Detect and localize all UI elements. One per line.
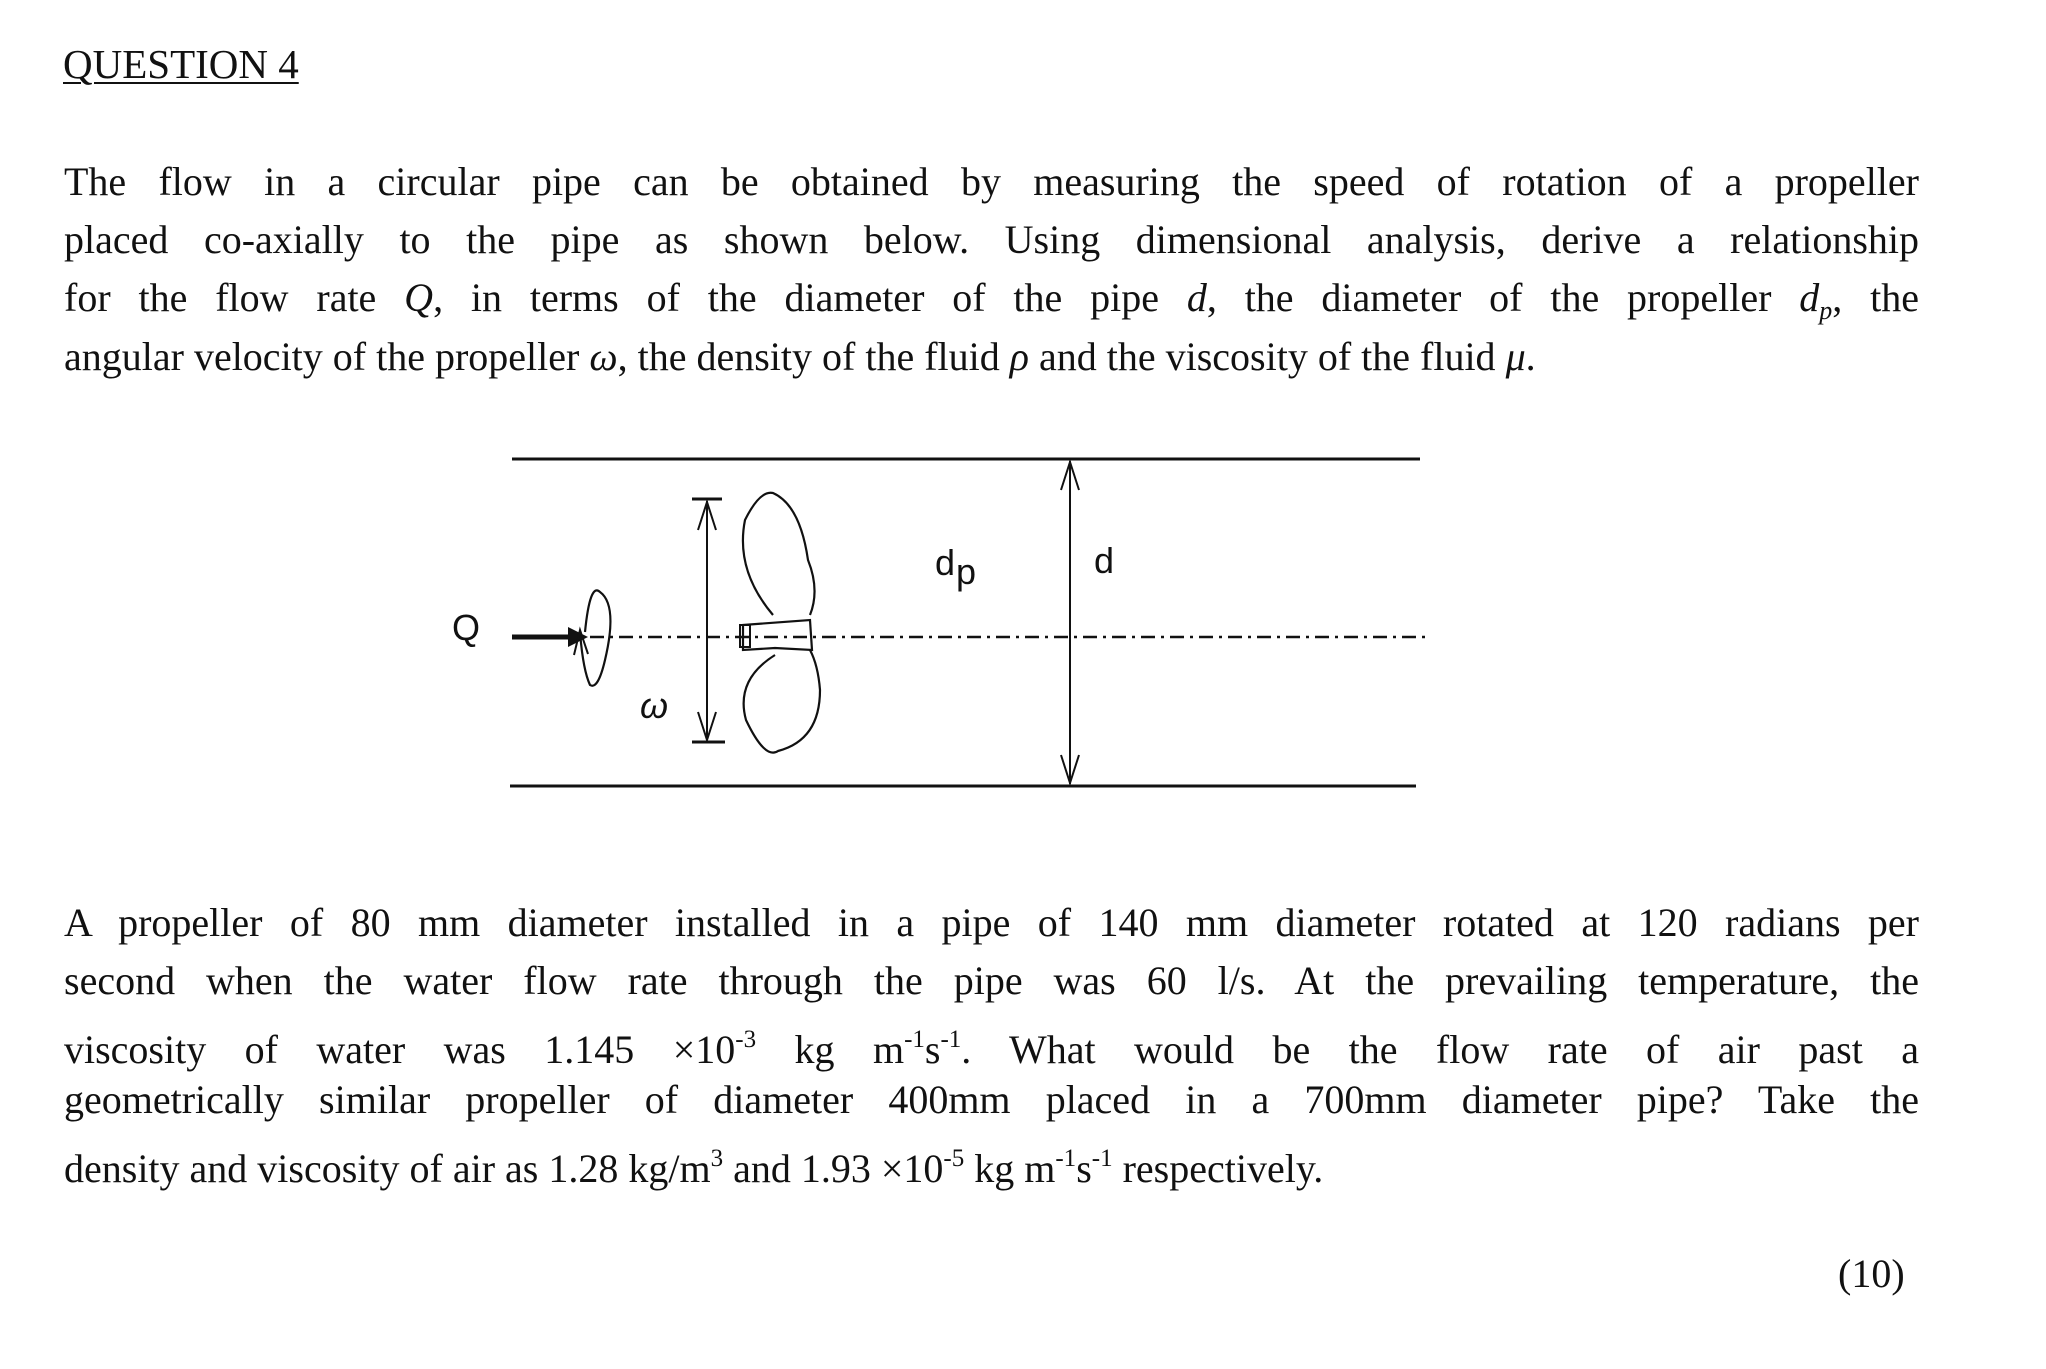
text-segment: density and viscosity of air as 1.28 kg/m	[64, 1146, 711, 1191]
flow-label: Q	[452, 607, 481, 648]
math-symbol: ρ	[1009, 334, 1029, 379]
math-symbol: Q	[404, 275, 434, 320]
text-segment: .	[1525, 334, 1536, 379]
text-segment: , the diameter of the propeller	[1206, 275, 1800, 320]
text-segment: s	[1076, 1146, 1092, 1191]
text-segment: s	[924, 1027, 941, 1072]
pipe-diameter-label: d	[1094, 540, 1115, 581]
text-line	[64, 1076, 1919, 1124]
text-line	[64, 957, 1919, 1005]
text-segment: and 1.93 ×10	[723, 1146, 944, 1191]
marks-allocation: (10)	[1838, 1251, 1905, 1296]
text-segment: for the flow rate	[64, 275, 405, 320]
superscript: -1	[1055, 1145, 1077, 1172]
superscript: -1	[904, 1026, 925, 1053]
text-segment: , in terms of the diameter of the pipe	[433, 275, 1187, 320]
text-segment: kg m	[964, 1146, 1056, 1191]
text-segment: viscosity of water was 1.145 ×10	[64, 1027, 736, 1072]
text-segment: A propeller of 80 mm diameter installed in a pipe of 140 mm diameter rotated at 120 radians per	[64, 900, 1919, 945]
superscript: -1	[1091, 1145, 1113, 1172]
math-symbol: d	[1186, 275, 1207, 320]
omega-label: ω	[640, 685, 669, 726]
superscript: -1	[940, 1026, 962, 1053]
text-segment: respectively.	[1112, 1146, 1324, 1191]
question-heading: QUESTION 4	[63, 41, 299, 87]
text-line	[64, 899, 1919, 947]
text-segment: , the	[1832, 275, 1919, 320]
propeller-hub	[743, 620, 812, 650]
superscript: -5	[943, 1145, 965, 1172]
text-segment: placed co-axially to the pipe as shown below. Using dimensional analysis, derive a relationship	[64, 217, 1919, 262]
text-segment: angular velocity of the propeller	[64, 334, 590, 379]
text-segment: , the density of the fluid	[617, 334, 1010, 379]
superscript: 3	[710, 1145, 724, 1172]
math-symbol: μ	[1505, 334, 1526, 379]
propeller-upper-blade	[743, 493, 815, 615]
text-line	[64, 1135, 1919, 1193]
math-symbol: d	[1799, 275, 1820, 320]
propeller-diameter-label: d	[935, 542, 956, 583]
math-symbol: ω	[589, 334, 618, 379]
superscript: -3	[735, 1026, 757, 1053]
text-segment: kg m	[756, 1027, 905, 1072]
propeller-diameter-subscript: p	[956, 551, 977, 592]
text-line	[64, 1016, 1919, 1074]
text-segment: geometrically similar propeller of diameter 400mm placed in a 700mm diameter pipe? Take the	[64, 1077, 1919, 1122]
text-segment: second when the water flow rate through the pipe was 60 l/s. At the prevailing temperature, the	[64, 958, 1919, 1003]
text-segment: and the viscosity of the fluid	[1028, 334, 1506, 379]
text-segment: The flow in a circular pipe can be obtained by measuring the speed of rotation of a propeller	[64, 159, 1919, 204]
text-segment: . What would be the flow rate of air past a	[961, 1027, 1920, 1072]
propeller-lower-blade	[744, 650, 820, 753]
subscript: p	[1819, 296, 1833, 325]
